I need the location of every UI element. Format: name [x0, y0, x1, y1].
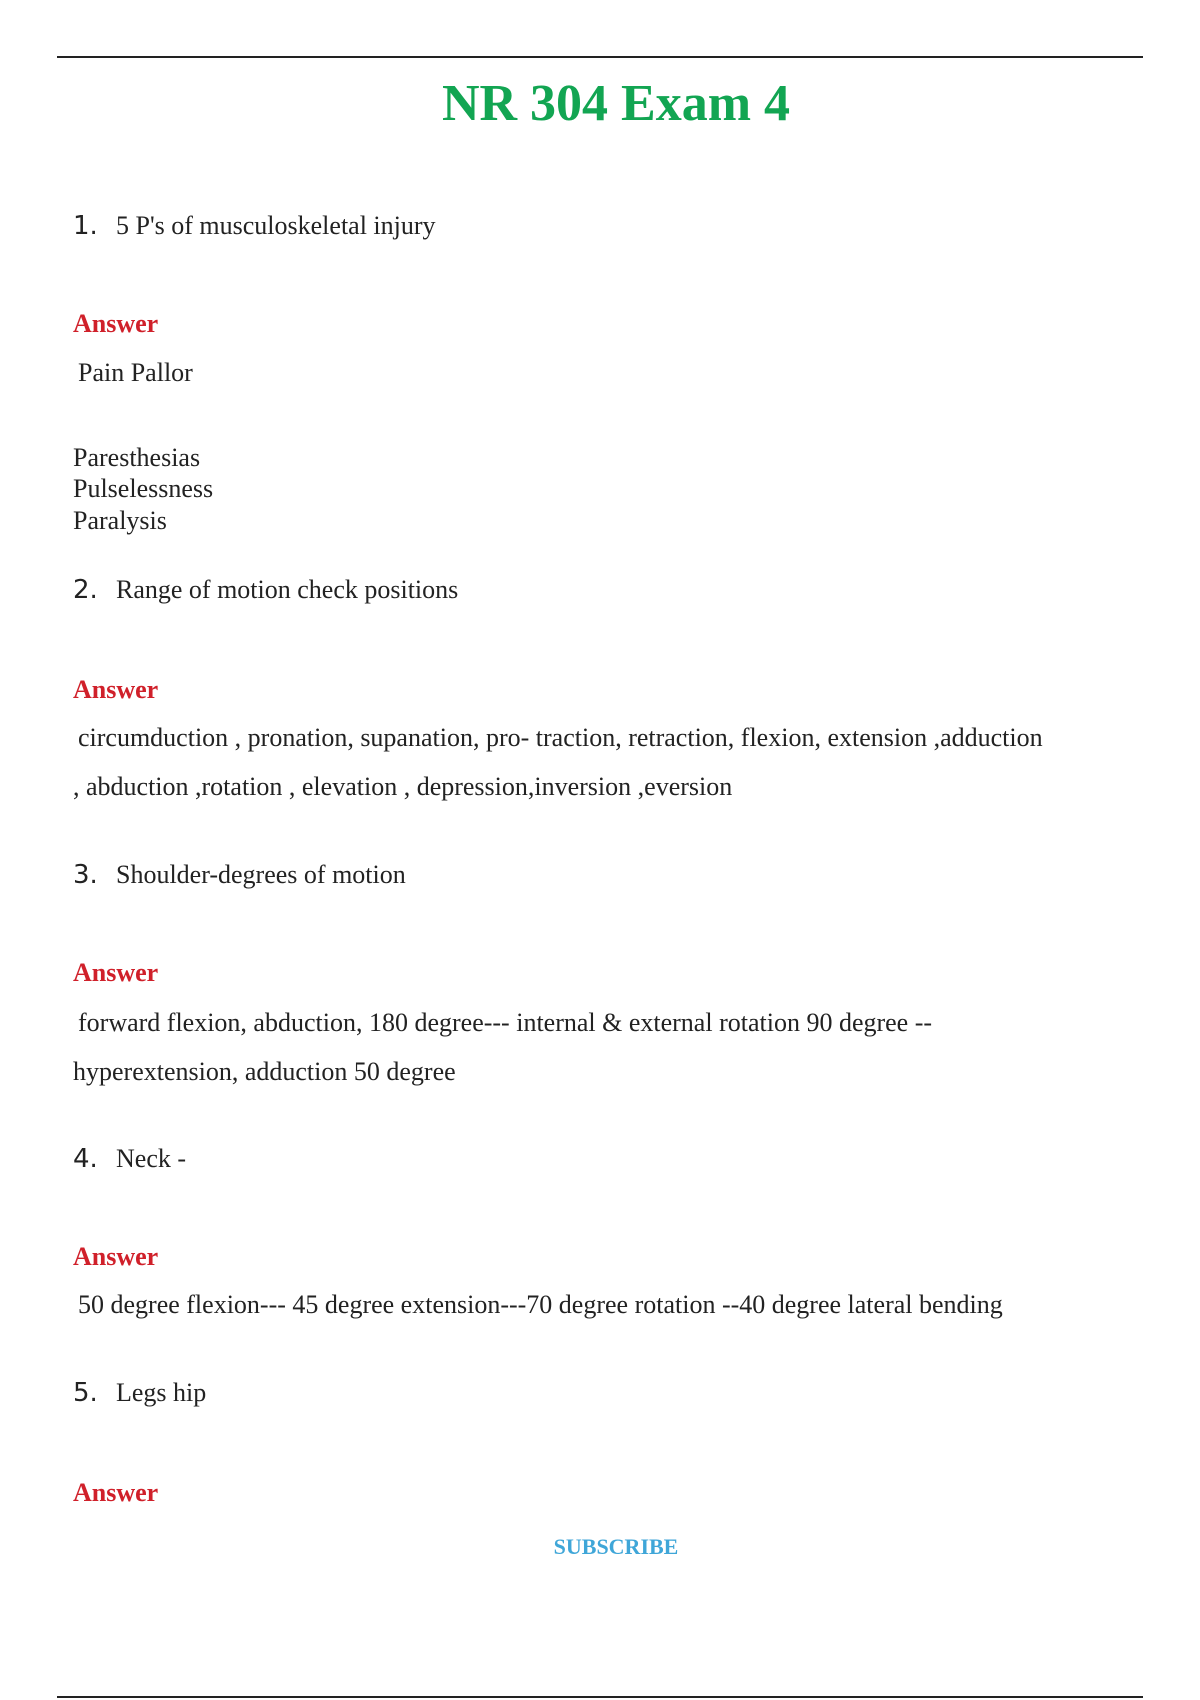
question-4: [73, 1142, 186, 1176]
question-number: 5.: [73, 1378, 98, 1408]
question-text: Legs hip: [116, 1378, 207, 1407]
question-5: [73, 1376, 206, 1410]
question-text: Range of motion check positions: [116, 575, 459, 604]
bottom-divider: [57, 1696, 1143, 1698]
question-number: 2.: [73, 575, 98, 605]
answer-line: hyperextension, adduction 50 degree: [73, 1057, 456, 1086]
answer-line: , abduction ,rotation , elevation , depression,inversion ,eversion: [73, 772, 733, 801]
question-3: [73, 858, 406, 892]
question-text: 5 P's of musculoskeletal injury: [116, 211, 436, 240]
question-number: 4.: [73, 1144, 98, 1174]
question-1: [73, 209, 436, 243]
answer-line: forward flexion, abduction, 180 degree--- internal & external rotation 90 degree --: [78, 1008, 933, 1037]
question-text: Shoulder-degrees of motion: [116, 860, 406, 889]
answer-line: Paralysis: [73, 506, 167, 535]
document-title: NR 304 Exam 4: [441, 75, 791, 132]
top-divider: [57, 56, 1143, 58]
question-2: [73, 573, 458, 607]
answer-line: Pain Pallor: [78, 358, 193, 387]
answer-label: Answer: [73, 958, 159, 987]
question-text: Neck -: [116, 1144, 187, 1173]
question-number: 3.: [73, 860, 98, 890]
subscribe-button[interactable]: SUBSCRIBE: [0, 1532, 1200, 1562]
answer-label: Answer: [73, 675, 159, 704]
answer-label: Answer: [73, 309, 159, 338]
answer-line: 50 degree flexion--- 45 degree extension---70 degree rotation --40 degree lateral bending: [78, 1290, 1003, 1319]
answer-line: circumduction , pronation, supanation, pro- traction, retraction, flexion, extension ,adduction: [78, 723, 1043, 752]
answer-line: Paresthesias: [73, 443, 201, 472]
answer-line: Pulselessness: [73, 474, 214, 503]
question-number: 1.: [73, 211, 98, 241]
answer-label: Answer: [73, 1478, 159, 1507]
answer-label: Answer: [73, 1242, 159, 1271]
